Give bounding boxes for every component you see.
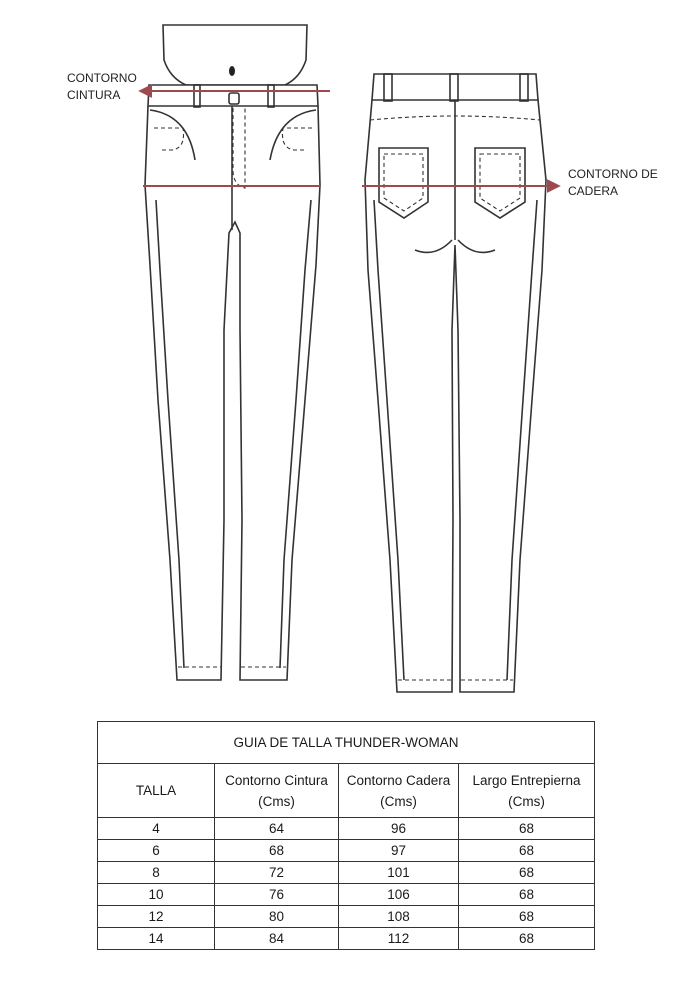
cell-entrepierna: 68 [459,884,595,906]
cell-cadera: 108 [339,906,459,928]
hip-label-line2: CADERA [568,184,619,198]
cell-cintura: 68 [215,840,339,862]
table-row [98,928,595,950]
cell-cadera: 112 [339,928,459,950]
cell-cintura: 72 [215,862,339,884]
cell-entrepierna: 68 [459,862,595,884]
cell-entrepierna: 68 [459,818,595,840]
cell-talla: 4 [98,818,215,840]
cell-cintura: 84 [215,928,339,950]
cell-cadera: 101 [339,862,459,884]
size-guide-table [97,721,595,950]
header-entrepierna: Largo Entrepierna (Cms) [459,764,595,818]
table-row [98,906,595,928]
jeans-front-view [145,25,320,680]
cell-cintura: 76 [215,884,339,906]
table-row [98,840,595,862]
table-row [98,818,595,840]
hip-label [568,166,658,200]
cell-entrepierna: 68 [459,840,595,862]
waist-label-line1: CONTORNO [67,71,137,85]
header-cintura: Contorno Cintura (Cms) [215,764,339,818]
hip-label-line1: CONTORNO DE [568,167,658,181]
waist-label-line2: CINTURA [67,88,121,102]
cell-cadera: 96 [339,818,459,840]
cell-talla: 10 [98,884,215,906]
cell-talla: 8 [98,862,215,884]
cell-talla: 14 [98,928,215,950]
cell-talla: 6 [98,840,215,862]
cell-cintura: 64 [215,818,339,840]
jeans-back-view [365,74,546,692]
table-title: GUIA DE TALLA THUNDER-WOMAN [98,722,595,764]
cell-talla: 12 [98,906,215,928]
header-talla: TALLA [98,764,215,818]
cell-cintura: 80 [215,906,339,928]
table-row [98,862,595,884]
header-cadera: Contorno Cadera (Cms) [339,764,459,818]
cell-entrepierna: 68 [459,928,595,950]
cell-cadera: 106 [339,884,459,906]
table-row [98,884,595,906]
waist-label [67,70,137,104]
table-header-row [98,764,595,818]
cell-cadera: 97 [339,840,459,862]
cell-entrepierna: 68 [459,906,595,928]
